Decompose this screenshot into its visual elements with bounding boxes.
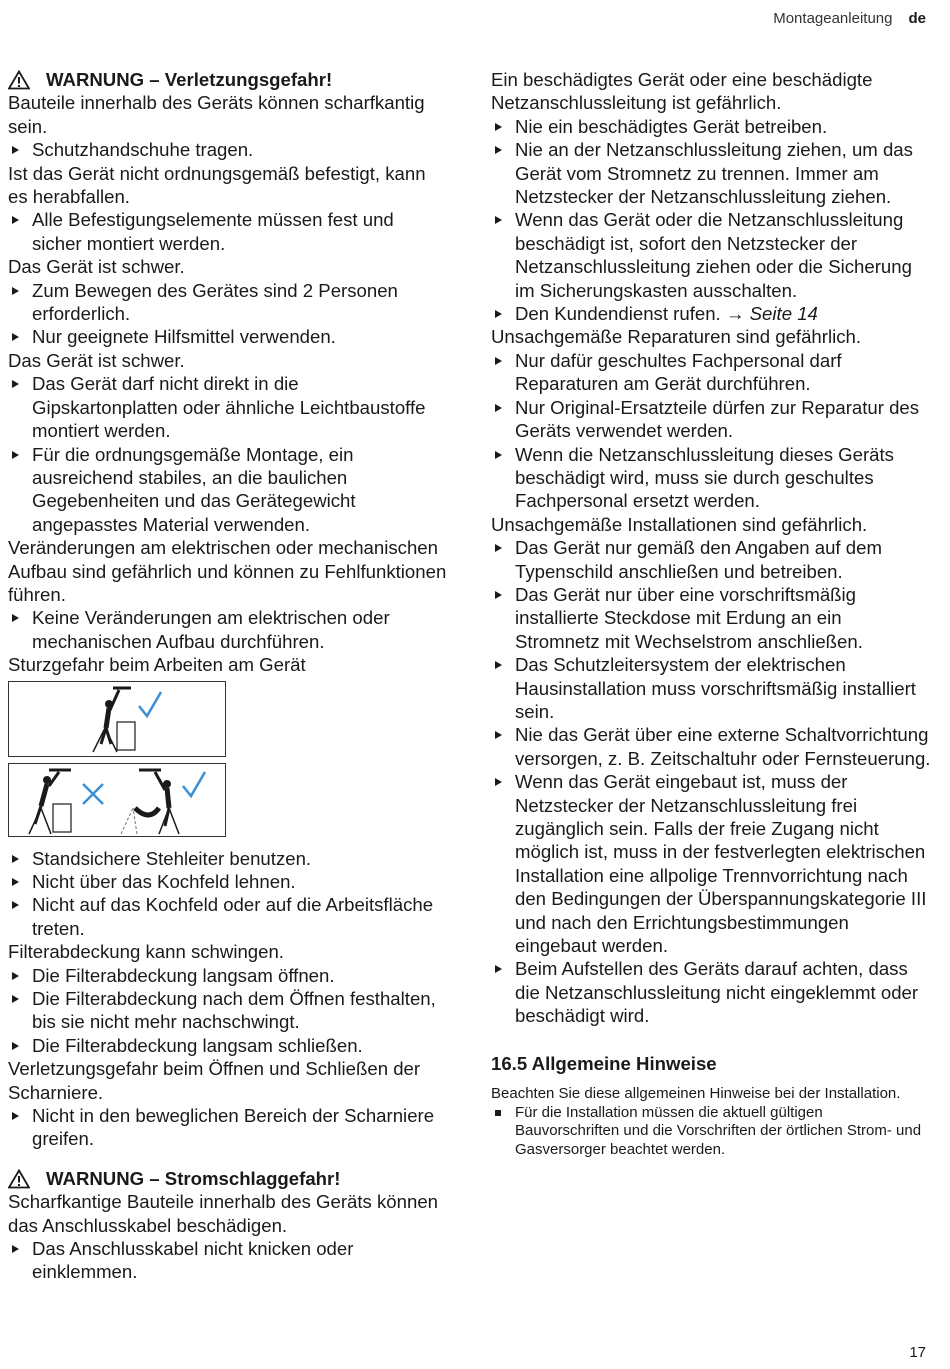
- language-tag: de: [908, 10, 926, 27]
- text: Sturzgefahr beim Arbeiten am Gerät: [8, 654, 306, 676]
- bullet-item: Die Filterabdeckung nach dem Öffnen festhalten, bis sie nicht mehr nachschwingt.: [8, 987, 448, 1034]
- bullet-item: Alle Befestigungselemente müssen fest und sicher montiert werden.: [8, 208, 448, 255]
- bullet-item: Nicht auf das Kochfeld oder auf die Arbeitsfläche treten.: [8, 893, 448, 940]
- text: Unsachgemäße Installationen sind gefährlich.: [491, 513, 868, 535]
- page-header: [773, 10, 926, 27]
- bullet-item: Nur dafür geschultes Fachpersonal darf Reparaturen am Gerät durchführen.: [491, 349, 931, 396]
- bullet-item: Beim Aufstellen des Geräts darauf achten, dass die Netzanschlussleitung nicht eingeklemmt oder beschädigt wird.: [491, 957, 931, 1027]
- bullet-item: Keine Veränderungen am elektrischen oder mechanischen Aufbau durchführen.: [8, 606, 448, 653]
- warning-electric: [8, 1167, 448, 1190]
- text: Filterabdeckung kann schwingen.: [8, 941, 284, 963]
- section-title: 16.5 Allgemeine Hinweise: [491, 1052, 717, 1074]
- section-intro: Beachten Sie diese allgemeinen Hinweise bei der Installation.: [491, 1085, 901, 1103]
- right-column: [491, 68, 931, 1159]
- bullet-item: Nie das Gerät über eine externe Schaltvorrichtung versorgen, z. B. Zeitschaltuhr oder Fernsteuerung.: [491, 723, 931, 770]
- text: Ein beschädigtes Gerät oder eine beschädigte Netzanschlussleitung ist gefährlich.: [491, 69, 873, 114]
- bullet-item: Standsichere Stehleiter benutzen.: [8, 847, 448, 870]
- text: Das Gerät ist schwer.: [8, 256, 185, 278]
- bullet-item: Wenn das Gerät eingebaut ist, muss der Netzstecker der Netzanschlussleitung frei zugänglich sein. Falls der freie Zugang nicht möglich ist, muss in der festverlegten elektrischen Installation eine allpolige Trennvorrichtung nach den Bedingungen der Überspannungskategorie III und nach den Errichtungsbestimmungen eingebaut werden.: [491, 770, 931, 957]
- text: Ist das Gerät nicht ordnungsgemäß befestigt, kann es herabfallen.: [8, 162, 426, 208]
- ladder-illustration-correct: [8, 681, 226, 757]
- doc-title: Montageanleitung: [773, 10, 893, 27]
- bullet-item: Nur geeignete Hilfsmittel verwenden.: [8, 325, 448, 348]
- bullet-item: Die Filterabdeckung langsam schließen.: [8, 1034, 448, 1057]
- bullet-item: Wenn das Gerät oder die Netzanschlussleitung beschädigt ist, sofort den Netzstecker der Netzanschlussleitung ziehen oder die Sicherung im Sicherungskasten ausschalten.: [491, 208, 931, 302]
- text: Scharfkantige Bauteile innerhalb des Geräts können das Anschlusskabel beschädigen.: [8, 1191, 438, 1236]
- bullet-item: Nicht über das Kochfeld lehnen.: [8, 870, 448, 893]
- ladder-illustration-comparison: [8, 763, 226, 837]
- text: Verletzungsgefahr beim Öffnen und Schließen der Scharniere.: [8, 1058, 421, 1103]
- bullet-item: Das Schutzleitersystem der elektrischen Hausinstallation muss vorschriftsmäßig installiert sein.: [491, 653, 931, 723]
- text: Bauteile innerhalb des Geräts können scharfkantig sein.: [8, 92, 425, 137]
- bullet-item: Für die ordnungsgemäße Montage, ein ausreichend stabiles, an die baulichen Gegebenheiten und das Gerätegewicht angepasstes Material verwenden.: [8, 443, 448, 537]
- bullet-item: Schutzhandschuhe tragen.: [8, 138, 448, 161]
- bullet-item: Zum Bewegen des Gerätes sind 2 Personen erforderlich.: [8, 279, 448, 326]
- bullet-item: Nur Original-Ersatzteile dürfen zur Reparatur des Geräts verwendet werden.: [491, 396, 931, 443]
- leaning-person-icon: [9, 764, 225, 836]
- text: Veränderungen am elektrischen oder mechanischen Aufbau sind gefährlich und können zu Fehlfunktionen führen.: [8, 537, 447, 605]
- warning-electric-text: WARNUNG – Stromschlaggefahr!: [46, 1167, 341, 1189]
- bullet-item: Nie an der Netzanschlussleitung ziehen, um das Gerät vom Stromnetz zu trennen. Immer am Netzstecker der Netzanschlussleitung ziehen.: [491, 138, 931, 208]
- warning-triangle-icon: [8, 70, 30, 90]
- left-column: [8, 68, 448, 1284]
- warning-triangle-icon: [8, 1169, 30, 1189]
- page-number: 17: [909, 1344, 926, 1361]
- bullet-item: Die Filterabdeckung langsam öffnen.: [8, 964, 448, 987]
- bullet-item-with-link: [491, 302, 931, 325]
- text: Das Gerät ist schwer.: [8, 349, 185, 371]
- bullet-item: Das Gerät nur gemäß den Angaben auf dem Typenschild anschließen und betreiben.: [491, 536, 931, 583]
- bullet-item: Nicht in den beweglichen Bereich der Scharniere greifen.: [8, 1104, 448, 1151]
- bullet-item: Das Gerät nur über eine vorschriftsmäßig installierte Steckdose mit Erdung an ein Stromnetz mit Wechselstrom anschließen.: [491, 583, 931, 653]
- warning-injury: [8, 68, 448, 91]
- bullet-item: Das Gerät darf nicht direkt in die Gipskartonplatten oder ähnliche Leichtbaustoffe montiert werden.: [8, 372, 448, 442]
- bullet-text: Den Kundendienst rufen.: [515, 303, 721, 325]
- square-bullet-item: Für die Installation müssen die aktuell gültigen Bauvorschriften und die Vorschriften der örtlichen Strom- und Gasversorger beachtet werden.: [491, 1104, 931, 1160]
- text: Unsachgemäße Reparaturen sind gefährlich.: [491, 326, 862, 348]
- bullet-item: Das Anschlusskabel nicht knicken oder einklemmen.: [8, 1237, 448, 1284]
- bullet-item: Wenn die Netzanschlussleitung dieses Geräts beschädigt wird, muss sie durch geschultes Fachpersonal ersetzt werden.: [491, 443, 931, 513]
- page-reference-link[interactable]: → Seite 14: [725, 303, 818, 325]
- bullet-item: Nie ein beschädigtes Gerät betreiben.: [491, 115, 931, 138]
- warning-injury-text: WARNUNG – Verletzungsgefahr!: [46, 69, 333, 90]
- person-on-ladder-icon: [9, 682, 225, 756]
